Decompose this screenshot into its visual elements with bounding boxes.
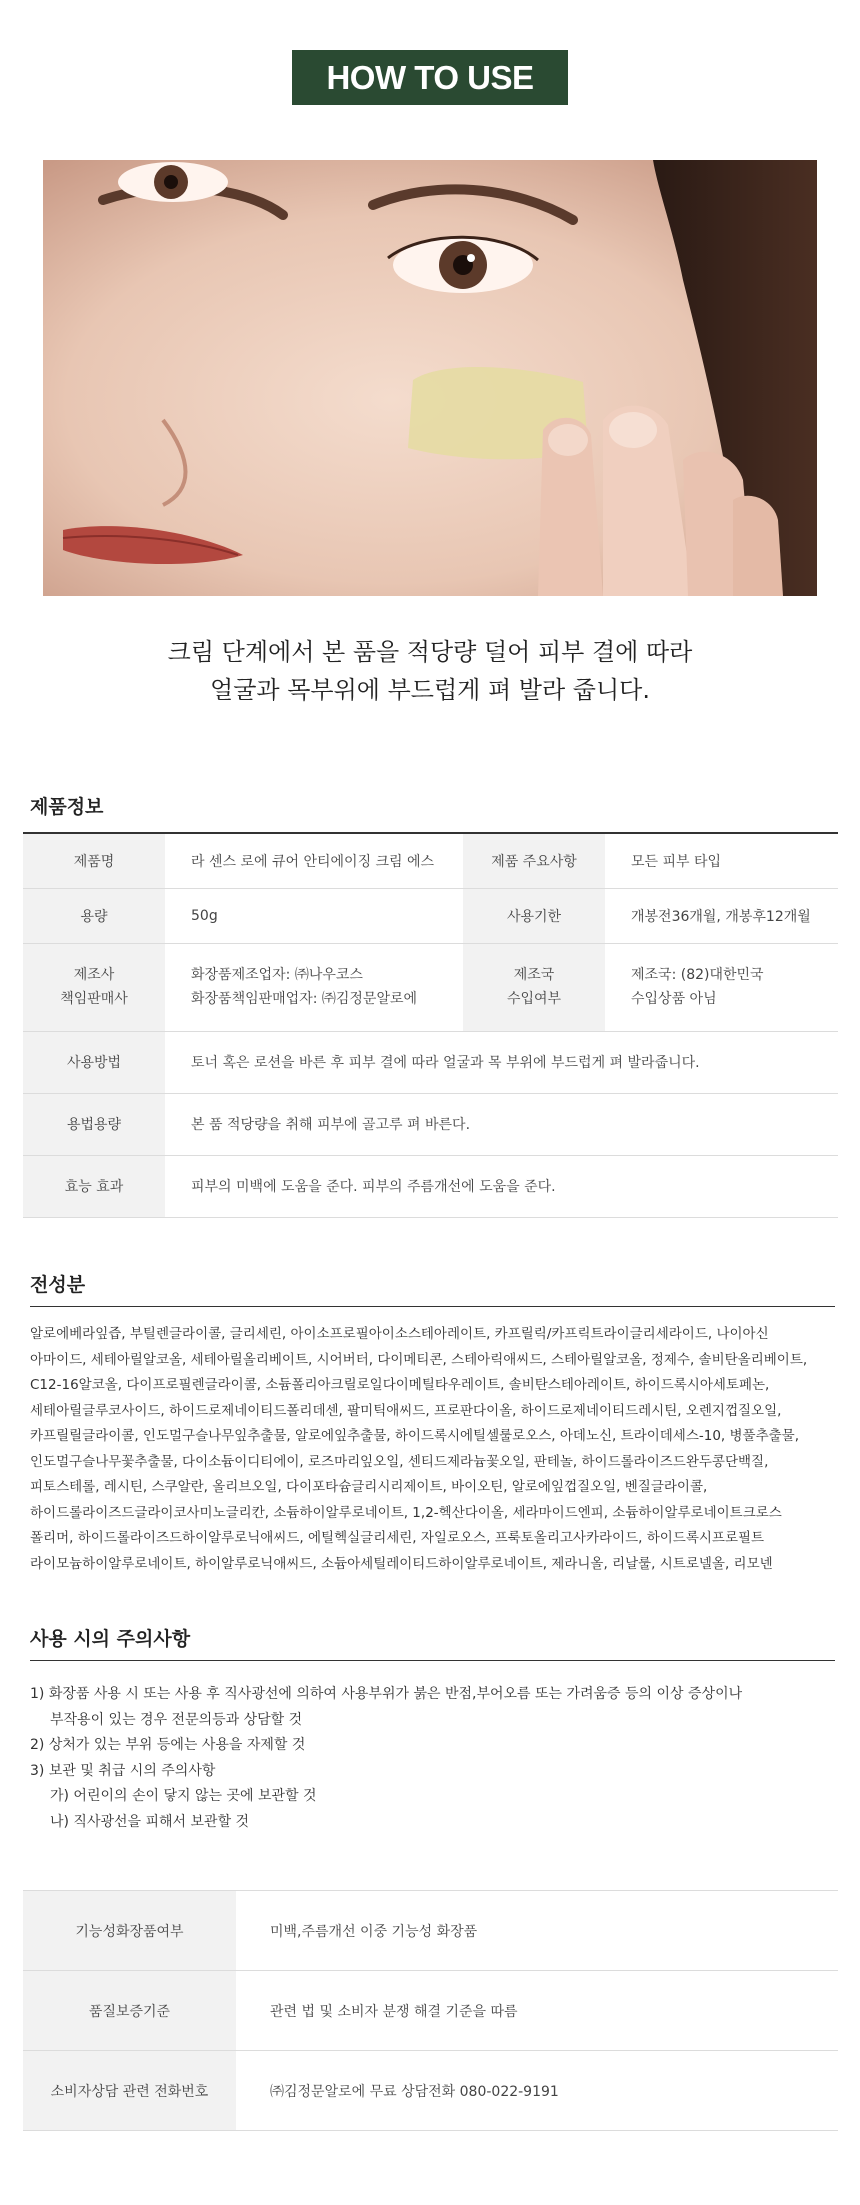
info-value: ㈜김정문알로에 무료 상담전화 080-022-9191 xyxy=(236,2051,838,2131)
info-value: 토너 혹은 로션을 바른 후 피부 결에 따라 얼굴과 목 부위에 부드럽게 펴 발라줍니다. xyxy=(165,1031,838,1093)
label-line: 제조국 xyxy=(513,967,555,983)
ingredient-line: 카프릴릴글라이콜, 인도멀구슬나무잎추출물, 알로에잎추출물, 하이드록시에틸셀룰로오스, 아데노신, 트라이데세스-10, 병풀추출물, xyxy=(30,1428,800,1444)
how-to-use-header xyxy=(0,50,860,105)
info-label: 소비자상담 관련 전화번호 xyxy=(23,2051,236,2131)
info-value: 라 센스 로에 큐어 안티에이징 크림 에스 xyxy=(165,833,463,888)
info-label xyxy=(23,943,165,1031)
info-label: 사용기한 xyxy=(463,888,605,943)
product-info-title: 제품정보 xyxy=(30,796,104,818)
info-value: 50g xyxy=(165,888,463,943)
caution-line: 부작용이 있는 경우 전문의등과 상담할 것 xyxy=(50,1711,303,1728)
info-value xyxy=(605,943,838,1031)
caution-line: 나) 직사광선을 피해서 보관할 것 xyxy=(50,1813,250,1830)
label-line: 제조사 xyxy=(73,967,115,983)
ingredient-line: 라이모늄하이알루로네이트, 하이알루로닉애씨드, 소듐아세틸레이티드하이알루로네이트, 제라니올, 리날룰, 시트로넬올, 리모넨 xyxy=(30,1555,773,1572)
additional-info-table xyxy=(23,1890,838,2131)
ingredient-line: 아마이드, 세테아릴알코올, 세테아릴올리베이트, 시어버터, 다이메티콘, 스테아릭애씨드, 스테아릴알코올, 정제수, 솔비탄올리베이트, xyxy=(30,1351,808,1368)
ingredient-line: 세테아릴글루코사이드, 하이드로제네이티드폴리데센, 팔미틱애씨드, 프로판다이올, 하이드로제네이티드레시틴, 오렌지껍질오일, xyxy=(30,1402,782,1419)
value-line: 화장품책임판매업자: ㈜김정문알로에 xyxy=(191,991,418,1007)
usage-instruction xyxy=(0,633,860,709)
value-line: 수입상품 아님 xyxy=(631,991,717,1007)
ingredients-title: 전성분 xyxy=(30,1274,86,1296)
table-row xyxy=(23,888,838,943)
info-label: 용량 xyxy=(23,888,165,943)
value-line: 제조국: (82)대한민국 xyxy=(631,967,764,983)
ingredient-line: 인도멀구슬나무꽃추출물, 다이소듐이디티에이, 로즈마리잎오일, 센티드제라늄꽃오일, 판테놀, 하이드롤라이즈드완두콩단백질, xyxy=(30,1453,769,1470)
info-value: 개봉전36개월, 개봉후12개월 xyxy=(605,888,838,943)
label-line: 책임판매사 xyxy=(60,991,128,1007)
ingredients-list xyxy=(30,1306,835,1577)
info-label xyxy=(463,943,605,1031)
cautions-title: 사용 시의 주의사항 xyxy=(30,1628,191,1650)
usage-line-2: 얼굴과 목부위에 부드럽게 펴 발라 줍니다. xyxy=(210,676,650,704)
model-applying-cream-photo xyxy=(43,160,817,596)
caution-line: 3) 보관 및 취급 시의 주의사항 xyxy=(30,1762,216,1779)
info-label: 사용방법 xyxy=(23,1031,165,1093)
info-label: 제품 주요사항 xyxy=(463,833,605,888)
info-value: 관련 법 및 소비자 분쟁 해결 기준을 따름 xyxy=(236,1971,838,2051)
table-row xyxy=(23,2051,838,2131)
value-line: 화장품제조업자: ㈜나우코스 xyxy=(191,967,363,983)
ingredient-line: C12-16알코올, 다이프로필렌글라이콜, 소듐폴리아크릴로일다이메틸타우레이트, 솔비탄스테아레이트, 하이드록시아세토페논, xyxy=(30,1377,770,1393)
table-row xyxy=(23,1891,838,1971)
how-to-use-badge: HOW TO USE xyxy=(292,50,568,105)
ingredient-line: 폴리머, 하이드롤라이즈드하이알루로닉애씨드, 에틸헥실글리세린, 자일로오스, 프룩토올리고사카라이드, 하이드록시프로필트 xyxy=(30,1530,765,1546)
table-row xyxy=(23,1155,838,1217)
info-value: 피부의 미백에 도움을 준다. 피부의 주름개선에 도움을 준다. xyxy=(165,1155,838,1217)
caution-line: 2) 상처가 있는 부위 등에는 사용을 자제할 것 xyxy=(30,1737,306,1753)
table-row xyxy=(23,943,838,1031)
caution-line: 가) 어린이의 손이 닿지 않는 곳에 보관할 것 xyxy=(50,1788,317,1804)
info-value: 본 품 적당량을 취해 피부에 골고루 펴 바른다. xyxy=(165,1093,838,1155)
table-row xyxy=(23,1031,838,1093)
ingredient-line: 알로에베라잎즙, 부틸렌글라이콜, 글리세린, 아이소프로필아이소스테아레이트, 카프릴릭/카프릭트라이글리세라이드, 나이아신 xyxy=(30,1326,769,1342)
product-info-table xyxy=(23,832,838,1218)
ingredient-line: 피토스테롤, 레시틴, 스쿠알란, 올리브오일, 다이포타슘글리시리제이트, 바이오틴, 알로에잎껍질오일, 벤질글라이콜, xyxy=(30,1479,708,1495)
label-line: 수입여부 xyxy=(506,991,562,1007)
table-row xyxy=(23,833,838,888)
info-value xyxy=(165,943,463,1031)
table-row xyxy=(23,1971,838,2051)
info-label: 용법용량 xyxy=(23,1093,165,1155)
ingredient-line: 하이드롤라이즈드글라이코사미노글리칸, 소듐하이알루로네이트, 1,2-헥산다이올, 세라마이드엔피, 소듐하이알루로네이트크로스 xyxy=(30,1504,782,1521)
info-label: 기능성화장품여부 xyxy=(23,1891,236,1971)
info-value: 모든 피부 타입 xyxy=(605,833,838,888)
usage-line-1: 크림 단계에서 본 품을 적당량 덜어 피부 결에 따라 xyxy=(167,638,693,666)
table-row xyxy=(23,1093,838,1155)
info-label: 품질보증기준 xyxy=(23,1971,236,2051)
caution-line: 1) 화장품 사용 시 또는 사용 후 직사광선에 의하여 사용부위가 붉은 반점,부어오름 또는 가려움증 등의 이상 증상이나 xyxy=(30,1686,743,1702)
info-label: 제품명 xyxy=(23,833,165,888)
info-label: 효능 효과 xyxy=(23,1155,165,1217)
info-value: 미백,주름개선 이중 기능성 화장품 xyxy=(236,1891,838,1971)
cautions-list xyxy=(30,1660,835,1835)
